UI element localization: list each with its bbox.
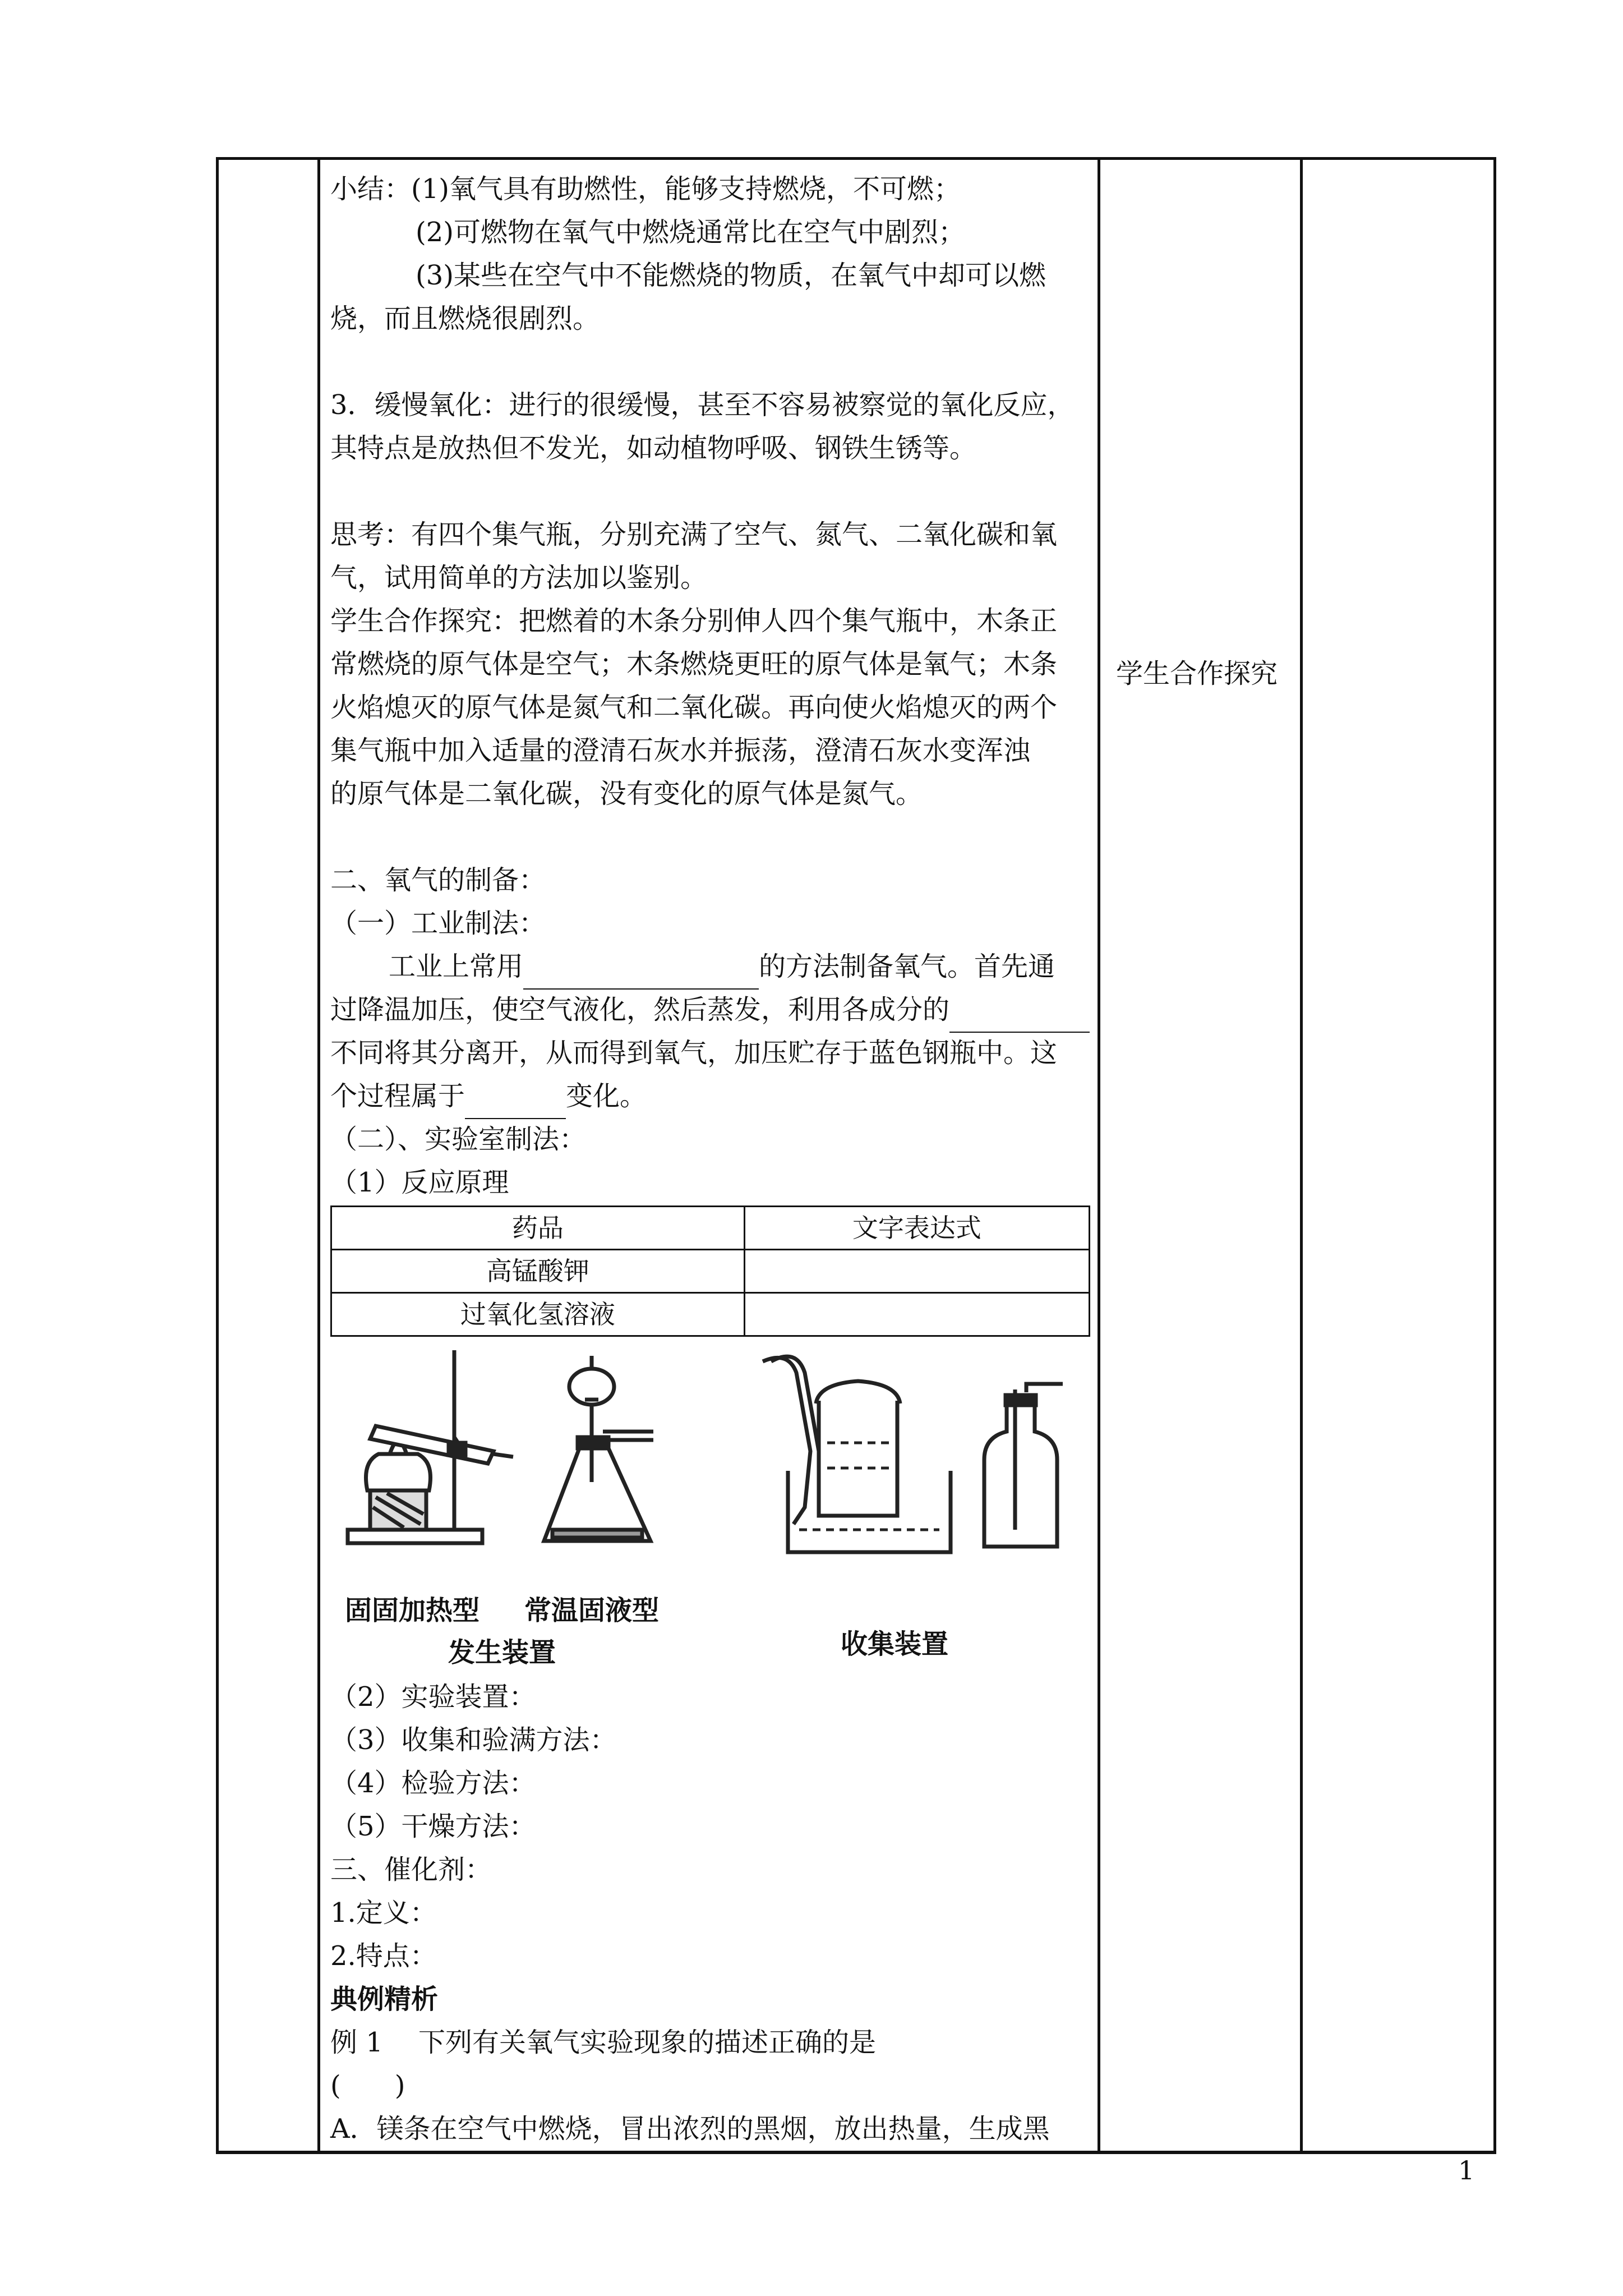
label-generation-device: 发生装置 [448, 1637, 556, 1668]
table-header-expression: 文字表达式 [744, 1207, 1089, 1250]
fill-blank-3[interactable] [465, 1075, 566, 1119]
example-option-a: A．镁条在空气中燃烧，冒出浓烈的黑烟，放出热量，生成黑 [330, 2113, 1050, 2145]
label-solid-heating: 固固加热型 [344, 1595, 480, 1626]
table-cell-expression[interactable] [744, 1293, 1089, 1336]
example-answer-paren: ( ) [330, 2070, 405, 2101]
catalyst-definition: 1.定义： [330, 1897, 437, 1929]
thinking-line-2: 气，试用简单的方法加以鉴别。 [330, 562, 708, 593]
cooperation-line-1: 学生合作探究：把燃着的木条分别伸人四个集气瓶中，木条正 [330, 605, 1058, 637]
column-1-cell [218, 159, 319, 2153]
lesson-plan-table [216, 157, 1496, 2154]
apparatus-figure [328, 1339, 1113, 1676]
catalyst-feature: 2.特点： [330, 1940, 437, 1972]
table-row [331, 1250, 1090, 1293]
page-number: 1 [1458, 2155, 1475, 2185]
label-solid-liquid: 常温固液型 [524, 1595, 660, 1626]
lab-step-5: （5）干燥方法： [330, 1811, 536, 1842]
industrial-text-4b: 变化。 [566, 1080, 647, 1112]
slow-oxidation-line-2: 其特点是放热但不发光，如动植物呼吸、钢铁生锈等。 [330, 432, 977, 464]
industrial-text-2a: 过降温加压，使空气液化，然后蒸发，利用各成分的 [330, 994, 950, 1025]
industrial-heading: （一）工业制法： [330, 908, 546, 939]
example-heading: 典例精析 [330, 1984, 439, 2015]
summary-line-1: 小结：(1)氧气具有助燃性，能够支持燃烧，不可燃； [330, 173, 961, 205]
cooperation-line-5: 的原气体是二氧化碳，没有变化的原气体是氮气。 [330, 778, 923, 809]
catalyst-heading: 三、催化剂： [330, 1854, 492, 1885]
reaction-table [330, 1205, 1090, 1337]
label-collection-device: 收集装置 [840, 1628, 949, 1660]
fill-blank-1[interactable] [523, 945, 759, 990]
industrial-line-1 [330, 945, 1090, 988]
table-cell-drug: 过氧化氢溶液 [331, 1293, 745, 1336]
summary-line-4: 烧，而且燃烧很剧烈。 [330, 303, 600, 334]
slow-oxidation-line-1: 3．缓慢氧化：进行的很缓慢，甚至不容易被察觉的氧化反应， [330, 389, 1075, 421]
industrial-text-1b: 的方法制备氧气。首先通 [759, 951, 1055, 982]
cooperation-line-2: 常燃烧的原气体是空气；木条燃烧更旺的原气体是氧气；木条 [330, 648, 1058, 680]
lab-step-3: （3）收集和验满方法： [330, 1724, 617, 1756]
solid-liquid-apparatus [544, 1356, 653, 1541]
gas-bottle-apparatus [984, 1384, 1063, 1547]
lab-heading: （二）、实验室制法： [330, 1124, 587, 1155]
thinking-line-1: 思考：有四个集气瓶，分别充满了空气、氮气、二氧化碳和氧 [330, 519, 1058, 550]
industrial-line-3: 不同将其分离开，从而得到氧气，加压贮存于蓝色钢瓶中。这 [330, 1037, 1058, 1069]
example-question: 例 1 下列有关氧气实验现象的描述正确的是 [330, 2027, 877, 2058]
cooperation-line-4: 集气瓶中加入适量的澄清石灰水并振荡，澄清石灰水变浑浊 [330, 735, 1031, 766]
summary-line-2: (2)可燃物在氧气中燃烧通常比在空气中剧烈； [416, 217, 965, 248]
table-cell-drug: 高锰酸钾 [331, 1250, 745, 1293]
reaction-principle: （1）反应原理 [330, 1167, 509, 1198]
industrial-text-1a: 工业上常用 [389, 951, 524, 982]
table-cell-expression[interactable] [744, 1250, 1089, 1293]
industrial-text-4a: 个过程属于 [330, 1080, 465, 1112]
summary-line-3: (3)某些在空气中不能燃烧的物质，在氧气中却可以燃 [416, 260, 1046, 291]
main-content-cell [319, 159, 1099, 2153]
water-displacement-apparatus [763, 1356, 951, 1552]
preparation-heading: 二、氧气的制备： [330, 864, 546, 896]
table-header-drug: 药品 [331, 1207, 745, 1250]
notes-cell [1302, 159, 1495, 2153]
table-row [331, 1293, 1090, 1336]
industrial-line-4 [330, 1075, 1090, 1118]
student-activity-note: 学生合作探究 [1116, 658, 1278, 689]
lab-step-4: （4）检验方法： [330, 1768, 536, 1799]
lab-step-2: （2）实验装置： [330, 1681, 536, 1713]
industrial-line-2 [330, 988, 1090, 1032]
activity-cell [1099, 159, 1302, 2153]
cooperation-line-3: 火焰熄灭的原气体是氮气和二氧化碳。再向使火焰熄灭的两个 [330, 692, 1058, 723]
solid-heating-apparatus [348, 1350, 513, 1543]
fill-blank-2[interactable] [949, 988, 1090, 1033]
